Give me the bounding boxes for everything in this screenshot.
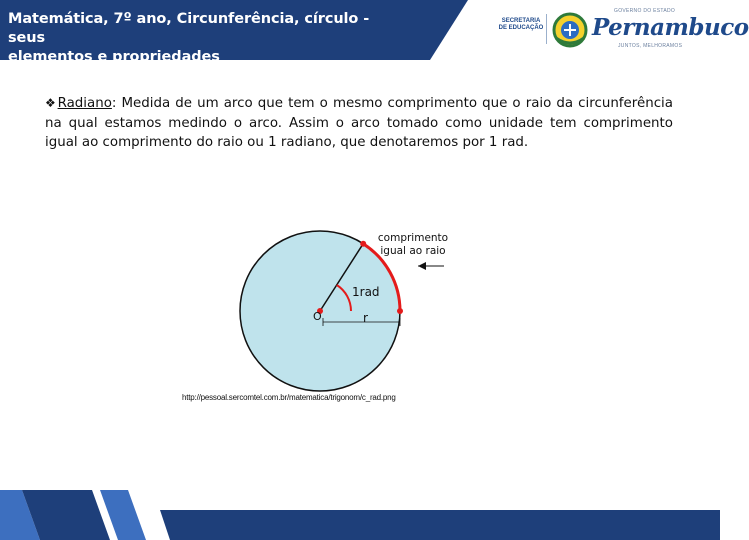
slide-title — [8, 10, 408, 67]
state-crest-icon — [552, 10, 588, 50]
government-logo — [496, 8, 749, 52]
image-source-caption: http://pessoal.sercomtel.com.br/matematica/trigonom/c_rad.png — [182, 393, 396, 402]
radiano-definition — [45, 94, 673, 153]
term-colon: : — [111, 96, 117, 111]
secretaria-line1: SECRETARIA — [501, 18, 541, 24]
angle-label: 1rad — [352, 285, 380, 299]
arc-label-arrowhead — [418, 262, 426, 270]
arc-label-line1: comprimento — [377, 232, 449, 244]
footer-band — [0, 490, 720, 540]
secretaria-label — [496, 18, 546, 32]
secretaria-line2: DE EDUCAÇÃO — [498, 25, 544, 31]
slide-title-line2: elementos e propriedades — [8, 49, 220, 65]
brand-top-text: GOVERNO DO ESTADO — [614, 8, 676, 14]
radian-diagram — [240, 222, 480, 402]
logo-separator — [546, 14, 547, 44]
slide-header — [0, 0, 749, 65]
radius-label: r — [363, 311, 368, 325]
arc-end-point — [397, 308, 403, 314]
brand-wordmark: Pernambuco — [592, 14, 749, 41]
center-label: O — [313, 310, 322, 323]
header-title-band — [0, 0, 430, 65]
term-radiano: Radiano — [57, 96, 112, 111]
slide-title-line1: Matemática, 7º ano, Circunferência, círculo - seus — [8, 11, 370, 46]
arc-label-line2: igual ao raio — [380, 245, 446, 257]
arc-start-point — [360, 241, 366, 247]
diamond-bullet-icon: ❖ — [45, 96, 57, 110]
arc-length-label — [373, 232, 453, 258]
definition-text: Medida de um arco que tem o mesmo comprimento que o raio da circunferência na qual estamos medindo o arco. Assim o arco tomado como unidade tem comprimento igual ao comprimento do raio ou 1 radiano, que denotaremos por 1 rad. — [45, 96, 673, 150]
footer-bar — [160, 510, 720, 540]
brand-bottom-text: JUNTOS, MELHORAMOS — [618, 43, 683, 49]
